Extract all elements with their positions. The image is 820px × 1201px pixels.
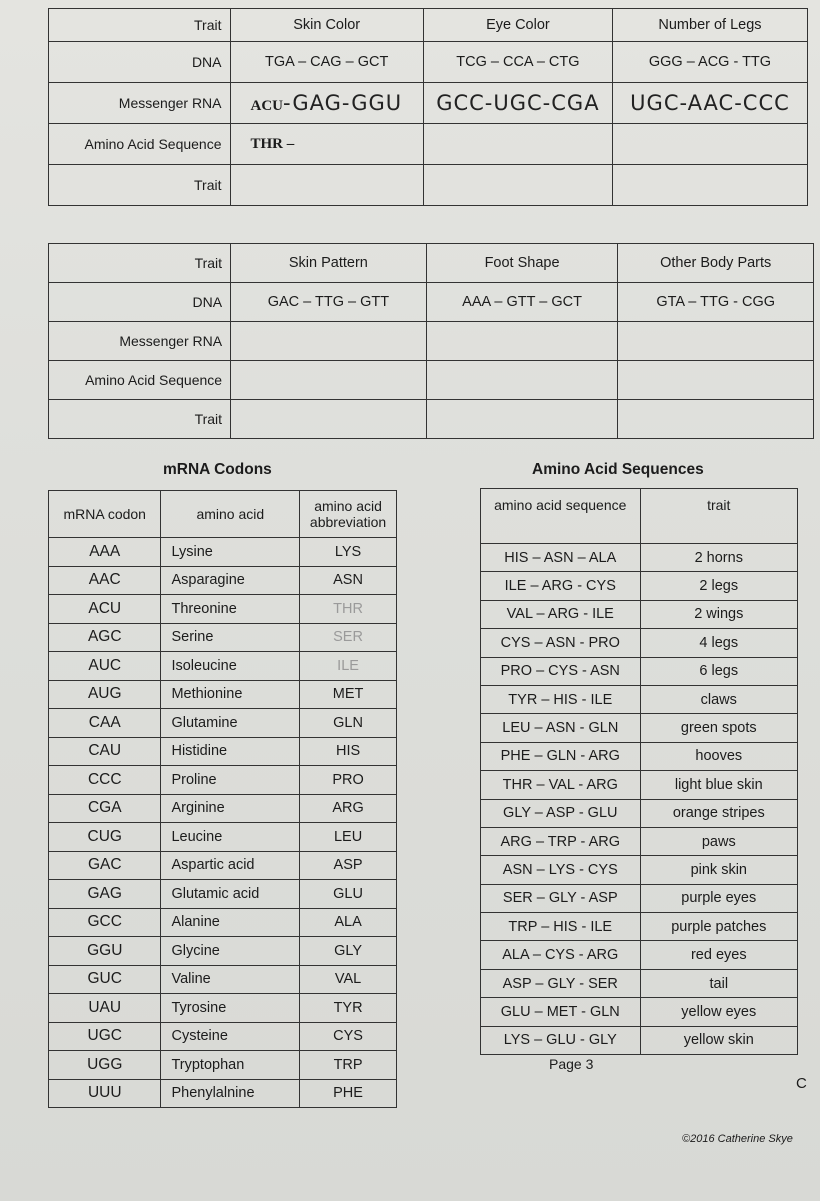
page-letter: C (796, 1075, 807, 1092)
sequence-row (481, 913, 798, 941)
sequence-row (481, 771, 798, 799)
table1-amino-number-of-legs[interactable] (612, 124, 807, 165)
table1-mrna-number-of-legs[interactable]: UGC-AAC-CCC (612, 83, 807, 124)
sequence-row (481, 572, 798, 600)
sequence-row (481, 856, 798, 884)
abbreviation-cell: HIS (300, 737, 397, 766)
table2-trait-skin-pattern[interactable] (231, 400, 427, 439)
table1-dna-label: DNA (49, 42, 231, 83)
codon-cell: GCC (49, 908, 161, 937)
amino-acid-cell: Serine (161, 623, 300, 652)
table1-dna-skin-color: TGA – CAG – GCT (230, 42, 423, 83)
amino-acid-cell: Asparagine (161, 566, 300, 595)
table1-trait-eye-color[interactable] (423, 165, 612, 206)
amino-acid-cell: Tryptophan (161, 1051, 300, 1080)
amino-acid-cell: Leucine (161, 823, 300, 852)
sequence-row (481, 714, 798, 742)
abbreviation-cell: SER (300, 623, 397, 652)
codon-cell: GUC (49, 965, 161, 994)
table2-mrna-skin-pattern[interactable] (231, 322, 427, 361)
codon-row (49, 823, 397, 852)
sequence-row (481, 742, 798, 770)
table1-trait-label: Trait (49, 165, 231, 206)
codon-row (49, 1079, 397, 1108)
sequence-cell: ILE – ARG - CYS (481, 572, 641, 600)
abbreviation-cell: ASN (300, 566, 397, 595)
table1-trait-number-of-legs[interactable] (612, 165, 807, 206)
codon-row (49, 737, 397, 766)
trait-cell: 4 legs (640, 629, 797, 657)
table2-mrna-other-body-parts[interactable] (618, 322, 814, 361)
trait-cell: red eyes (640, 941, 797, 969)
codon-cell: GAC (49, 851, 161, 880)
sequence-row (481, 884, 798, 912)
codon-cell: ACU (49, 595, 161, 624)
sequence-row (481, 998, 798, 1026)
amino-acid-cell: Cysteine (161, 1022, 300, 1051)
amino-acid-cell: Phenylalnine (161, 1079, 300, 1108)
abbreviation-cell: GLU (300, 880, 397, 909)
trait-cell: yellow skin (640, 1026, 797, 1054)
codon-cell: UGG (49, 1051, 161, 1080)
table2-amino-label: Amino Acid Sequence (49, 361, 231, 400)
abbreviation-cell: TYR (300, 994, 397, 1023)
table2-amino-other-body-parts[interactable] (618, 361, 814, 400)
sequence-cell: SER – GLY - ASP (481, 884, 641, 912)
abbreviation-cell: PRO (300, 766, 397, 795)
trait-cell: paws (640, 827, 797, 855)
codon-cell: CAA (49, 709, 161, 738)
sequence-cell: THR – VAL - ARG (481, 771, 641, 799)
copyright: ©2016 Catherine Skye (682, 1133, 793, 1145)
sequence-cell: CYS – ASN - PRO (481, 629, 641, 657)
codons-title: mRNA Codons (163, 461, 272, 478)
table2-amino-foot-shape[interactable] (426, 361, 618, 400)
sequence-cell: GLU – MET - GLN (481, 998, 641, 1026)
abbreviation-cell: GLY (300, 937, 397, 966)
traits-table-1 (48, 8, 808, 206)
sequence-cell: VAL – ARG - ILE (481, 600, 641, 628)
sequence-cell: ALA – CYS - ARG (481, 941, 641, 969)
codon-cell: AUG (49, 680, 161, 709)
table2-header-trait: Trait (49, 244, 231, 283)
table2-header-row (49, 244, 814, 283)
table2-mrna-label: Messenger RNA (49, 322, 231, 361)
amino-acid-cell: Methionine (161, 680, 300, 709)
table1-amino-row (49, 124, 808, 165)
abbreviation-cell: ASP (300, 851, 397, 880)
table2-header-other-body-parts: Other Body Parts (618, 244, 814, 283)
table1-dna-eye-color: TCG – CCA – CTG (423, 42, 612, 83)
codon-cell: AAC (49, 566, 161, 595)
abbreviation-cell: ARG (300, 794, 397, 823)
codon-cell: CUG (49, 823, 161, 852)
table2-trait-row (49, 400, 814, 439)
traits-table-2 (48, 243, 814, 439)
trait-cell: light blue skin (640, 771, 797, 799)
table2-dna-label: DNA (49, 283, 231, 322)
table1-mrna-skin-color[interactable] (230, 83, 423, 124)
sequence-row (481, 657, 798, 685)
table1-header-trait: Trait (49, 9, 231, 42)
table2-dna-skin-pattern: GAC – TTG – GTT (231, 283, 427, 322)
sequence-cell: GLY – ASP - GLU (481, 799, 641, 827)
codon-row (49, 965, 397, 994)
table1-mrna-eye-color[interactable]: GCC-UGC-CGA (423, 83, 612, 124)
sequences-title: Amino Acid Sequences (532, 461, 704, 478)
table1-mrna-handwritten-skin: -GAG-GGU (283, 91, 403, 115)
sequence-row (481, 629, 798, 657)
amino-acid-cell: Valine (161, 965, 300, 994)
amino-acid-cell: Lysine (161, 538, 300, 567)
abbreviation-cell: PHE (300, 1079, 397, 1108)
table1-header-skin-color: Skin Color (230, 9, 423, 42)
table1-header-row (49, 9, 808, 42)
abbreviation-cell: ALA (300, 908, 397, 937)
table1-amino-skin-color[interactable]: THR – (230, 124, 423, 165)
abbreviation-cell: LEU (300, 823, 397, 852)
sequence-row (481, 600, 798, 628)
sequences-header-sequence: amino acid sequence (481, 489, 641, 544)
table1-header-number-of-legs: Number of Legs (612, 9, 807, 42)
codon-cell: CGA (49, 794, 161, 823)
sequence-cell: LEU – ASN - GLN (481, 714, 641, 742)
codon-row (49, 937, 397, 966)
sequence-row (481, 827, 798, 855)
table1-trait-skin-color[interactable] (230, 165, 423, 206)
table2-dna-row (49, 283, 814, 322)
table2-dna-foot-shape: AAA – GTT – GCT (426, 283, 618, 322)
abbreviation-cell: ILE (300, 652, 397, 681)
trait-cell: 2 legs (640, 572, 797, 600)
table2-trait-label: Trait (49, 400, 231, 439)
table1-header-eye-color: Eye Color (423, 9, 612, 42)
trait-cell: orange stripes (640, 799, 797, 827)
codon-cell: UUU (49, 1079, 161, 1108)
trait-cell: 2 horns (640, 544, 797, 572)
sequence-cell: ASP – GLY - SER (481, 969, 641, 997)
codon-cell: AGC (49, 623, 161, 652)
codon-cell: GGU (49, 937, 161, 966)
table2-mrna-row (49, 322, 814, 361)
codon-row (49, 595, 397, 624)
codon-row (49, 566, 397, 595)
amino-acid-cell: Glutamic acid (161, 880, 300, 909)
codon-cell: AUC (49, 652, 161, 681)
codon-row (49, 538, 397, 567)
table2-amino-skin-pattern[interactable] (231, 361, 427, 400)
trait-cell: purple patches (640, 913, 797, 941)
page-number: Page 3 (549, 1056, 594, 1072)
table1-amino-label: Amino Acid Sequence (49, 124, 231, 165)
table2-dna-other-body-parts: GTA – TTG - CGG (618, 283, 814, 322)
amino-acid-cell: Alanine (161, 908, 300, 937)
trait-cell: purple eyes (640, 884, 797, 912)
codons-header-row (49, 491, 397, 538)
codon-row (49, 1022, 397, 1051)
trait-cell: 2 wings (640, 600, 797, 628)
trait-cell: claws (640, 685, 797, 713)
abbreviation-cell: TRP (300, 1051, 397, 1080)
sequence-row (481, 685, 798, 713)
codon-row (49, 766, 397, 795)
trait-cell: pink skin (640, 856, 797, 884)
table2-mrna-foot-shape[interactable] (426, 322, 618, 361)
amino-acid-cell: Glutamine (161, 709, 300, 738)
codon-cell: CAU (49, 737, 161, 766)
trait-cell: tail (640, 969, 797, 997)
trait-cell: yellow eyes (640, 998, 797, 1026)
codon-row (49, 794, 397, 823)
table1-mrna-prefix: ACU (250, 98, 283, 114)
sequence-cell: LYS – GLU - GLY (481, 1026, 641, 1054)
trait-cell: hooves (640, 742, 797, 770)
amino-acid-cell: Tyrosine (161, 994, 300, 1023)
sequences-header-trait: trait (640, 489, 797, 544)
sequence-row (481, 544, 798, 572)
table1-mrna-label: Messenger RNA (49, 83, 231, 124)
table2-amino-row (49, 361, 814, 400)
table1-dna-row (49, 42, 808, 83)
amino-acid-cell: Aspartic acid (161, 851, 300, 880)
sequence-row (481, 1026, 798, 1054)
codon-row (49, 623, 397, 652)
trait-cell: 6 legs (640, 657, 797, 685)
abbreviation-cell: MET (300, 680, 397, 709)
amino-acid-cell: Arginine (161, 794, 300, 823)
sequence-cell: PRO – CYS - ASN (481, 657, 641, 685)
codon-row (49, 652, 397, 681)
codon-row (49, 994, 397, 1023)
table2-trait-foot-shape[interactable] (426, 400, 618, 439)
codon-row (49, 880, 397, 909)
table1-amino-eye-color[interactable] (423, 124, 612, 165)
abbreviation-cell: LYS (300, 538, 397, 567)
codon-row (49, 709, 397, 738)
abbreviation-cell: THR (300, 595, 397, 624)
codon-cell: GAG (49, 880, 161, 909)
abbreviation-cell: VAL (300, 965, 397, 994)
sequence-cell: TRP – HIS - ILE (481, 913, 641, 941)
table1-dna-number-of-legs: GGG – ACG - TTG (612, 42, 807, 83)
codon-row (49, 680, 397, 709)
codon-row (49, 851, 397, 880)
sequence-cell: TYR – HIS - ILE (481, 685, 641, 713)
table1-trait-row (49, 165, 808, 206)
abbreviation-cell: GLN (300, 709, 397, 738)
sequences-header-row (481, 489, 798, 544)
sequence-row (481, 799, 798, 827)
amino-acid-cell: Threonine (161, 595, 300, 624)
codon-row (49, 1051, 397, 1080)
table1-mrna-row (49, 83, 808, 124)
sequence-cell: PHE – GLN - ARG (481, 742, 641, 770)
amino-acid-sequences-table (480, 488, 798, 1055)
sequence-row (481, 969, 798, 997)
amino-acid-cell: Proline (161, 766, 300, 795)
codon-cell: AAA (49, 538, 161, 567)
sequence-cell: ASN – LYS - CYS (481, 856, 641, 884)
amino-acid-cell: Glycine (161, 937, 300, 966)
codon-row (49, 908, 397, 937)
codons-header-abbreviation: amino acid abbreviation (300, 491, 397, 538)
codon-cell: CCC (49, 766, 161, 795)
codon-cell: UGC (49, 1022, 161, 1051)
abbreviation-cell: CYS (300, 1022, 397, 1051)
table2-header-skin-pattern: Skin Pattern (231, 244, 427, 283)
codons-header-codon: mRNA codon (49, 491, 161, 538)
trait-cell: green spots (640, 714, 797, 742)
table2-trait-other-body-parts[interactable] (618, 400, 814, 439)
sequence-cell: HIS – ASN – ALA (481, 544, 641, 572)
codon-cell: UAU (49, 994, 161, 1023)
table2-header-foot-shape: Foot Shape (426, 244, 618, 283)
amino-acid-cell: Isoleucine (161, 652, 300, 681)
sequence-cell: ARG – TRP - ARG (481, 827, 641, 855)
codons-header-amino-acid: amino acid (161, 491, 300, 538)
sequence-row (481, 941, 798, 969)
mrna-codons-table (48, 490, 397, 1108)
amino-acid-cell: Histidine (161, 737, 300, 766)
